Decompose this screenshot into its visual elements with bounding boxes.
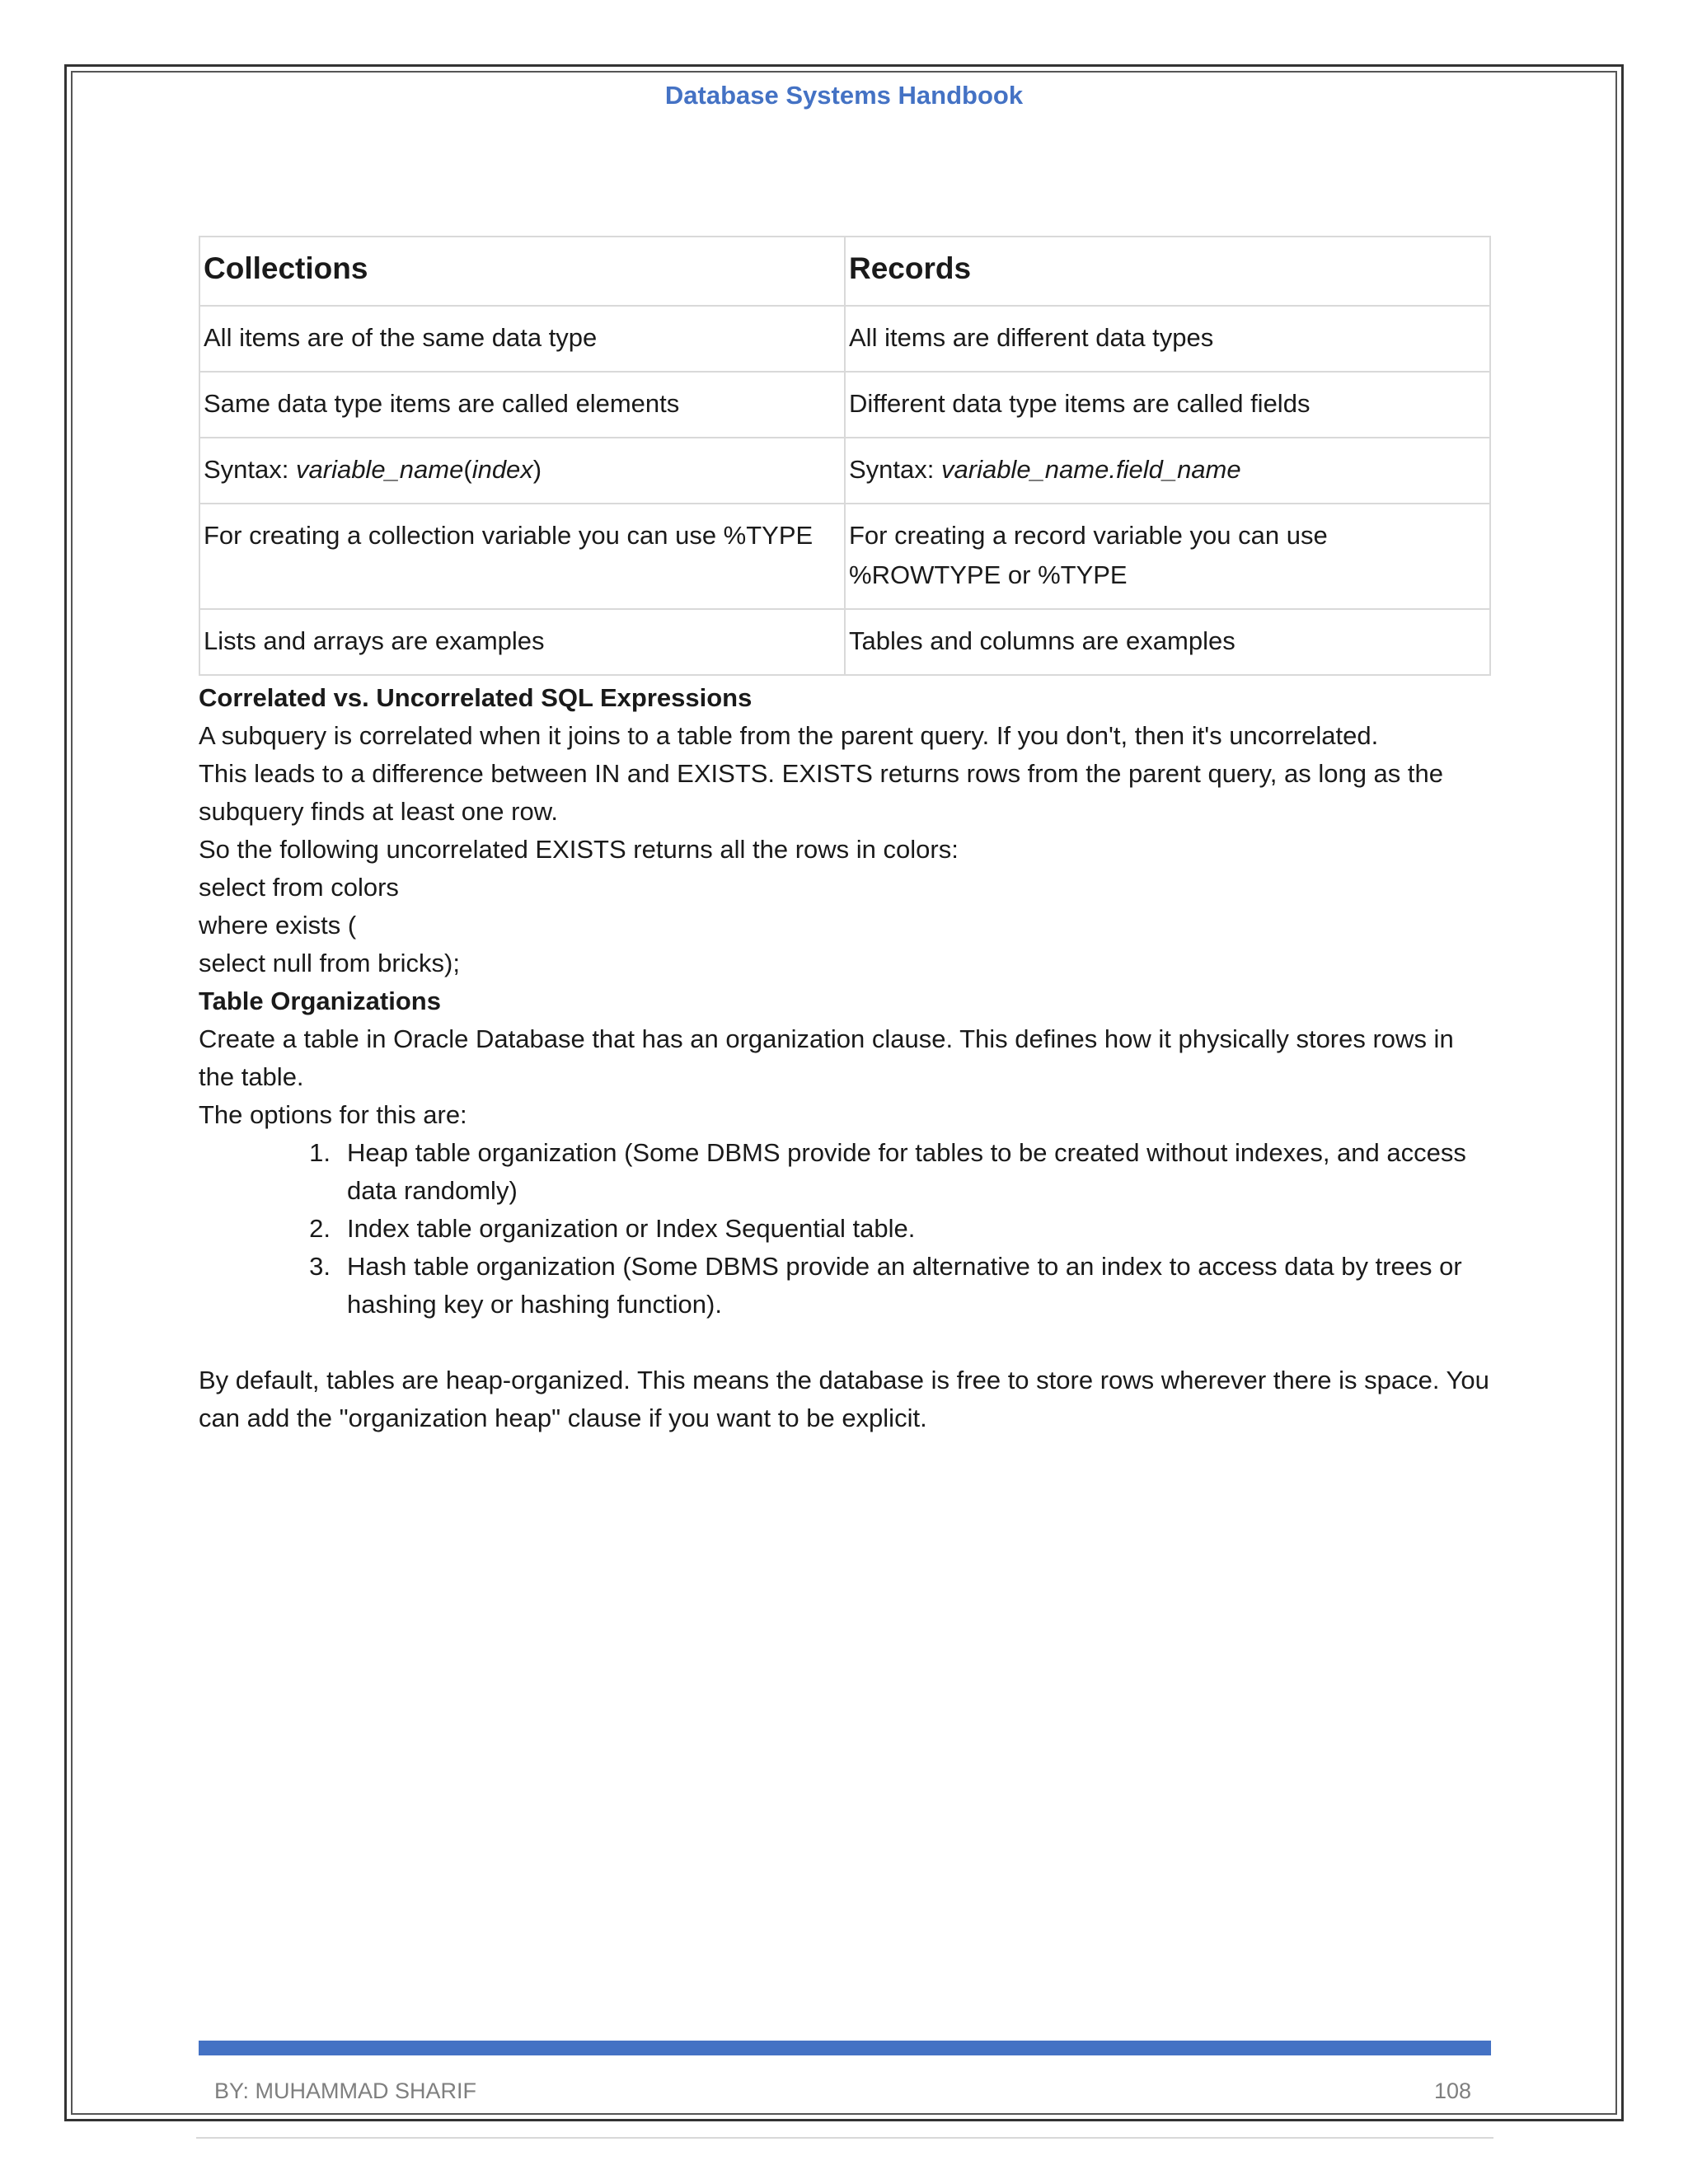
syntax-prefix: Syntax: [849, 455, 941, 484]
table-cell: Same data type items are called elements [199, 372, 845, 438]
correlated-section [199, 679, 1491, 1437]
table-cell [845, 438, 1490, 504]
table-row [199, 306, 1490, 372]
table-row [199, 504, 1490, 609]
list-number: 1. [309, 1138, 331, 1167]
paragraph: A subquery is correlated when it joins to a table from the parent query. If you don't, then it's uncorrelated. [199, 721, 1379, 750]
table-cell: All items are of the same data type [199, 306, 845, 372]
list-text: Heap table organization (Some DBMS provide for tables to be created without indexes, and access data randomly) [347, 1138, 1466, 1205]
table-cell: For creating a collection variable you can use %TYPE [199, 504, 845, 609]
list-number: 3. [309, 1252, 331, 1281]
spacer [199, 1324, 1491, 1361]
table-row [199, 372, 1490, 438]
syntax-variable: variable_name [296, 455, 464, 484]
table-cell: For creating a record variable you can use %ROWTYPE or %TYPE [845, 504, 1490, 609]
code-line: select from colors [199, 873, 399, 902]
comparison-table [199, 236, 1491, 676]
list-item [199, 1210, 1491, 1248]
syntax-index: index [471, 455, 533, 484]
table-cell: Different data type items are called fields [845, 372, 1490, 438]
table-row [199, 438, 1490, 504]
code-line: where exists ( [199, 911, 357, 940]
bottom-rule [196, 2137, 1493, 2139]
list-text: Hash table organization (Some DBMS provide an alternative to an index to access data by trees or hashing key or hashing function). [347, 1252, 1462, 1319]
table-header-row [199, 237, 1490, 306]
options-list [199, 1134, 1491, 1324]
table-row [199, 609, 1490, 675]
syntax-field: variable_name.field_name [941, 455, 1241, 484]
page-number: 108 [1434, 2079, 1472, 2103]
paragraph: Create a table in Oracle Database that has an organization clause. This defines how it physically stores rows in the table. [199, 1024, 1454, 1091]
page-content [199, 236, 1491, 1437]
list-text: Index table organization or Index Sequential table. [347, 1214, 916, 1243]
paragraph: So the following uncorrelated EXISTS returns all the rows in colors: [199, 835, 959, 864]
footer-author: BY: MUHAMMAD SHARIF [214, 2079, 477, 2103]
footer-bar [199, 2041, 1491, 2055]
table-header-cell: Records [845, 237, 1490, 306]
code-line: select null from bricks); [199, 949, 460, 977]
paragraph: The options for this are: [199, 1100, 467, 1129]
syntax-paren: ) [532, 455, 542, 484]
syntax-paren: ( [463, 455, 472, 484]
list-item [199, 1248, 1491, 1324]
paragraph: This leads to a difference between IN and EXISTS. EXISTS returns rows from the parent query, as long as the subquery finds at least one row. [199, 759, 1444, 826]
paragraph: By default, tables are heap-organized. This means the database is free to store rows wherever there is space. You can add the "organization heap" clause if you want to be explicit. [199, 1366, 1489, 1432]
syntax-prefix: Syntax: [204, 455, 296, 484]
list-number: 2. [309, 1214, 331, 1243]
table-cell: Lists and arrays are examples [199, 609, 845, 675]
table-cell: Tables and columns are examples [845, 609, 1490, 675]
running-header: Database Systems Handbook [664, 81, 1024, 110]
section-heading: Table Organizations [199, 987, 441, 1015]
section-heading: Correlated vs. Uncorrelated SQL Expressions [199, 683, 753, 712]
table-cell: All items are different data types [845, 306, 1490, 372]
table-cell [199, 438, 845, 504]
table-header-cell: Collections [199, 237, 845, 306]
list-item [199, 1134, 1491, 1210]
